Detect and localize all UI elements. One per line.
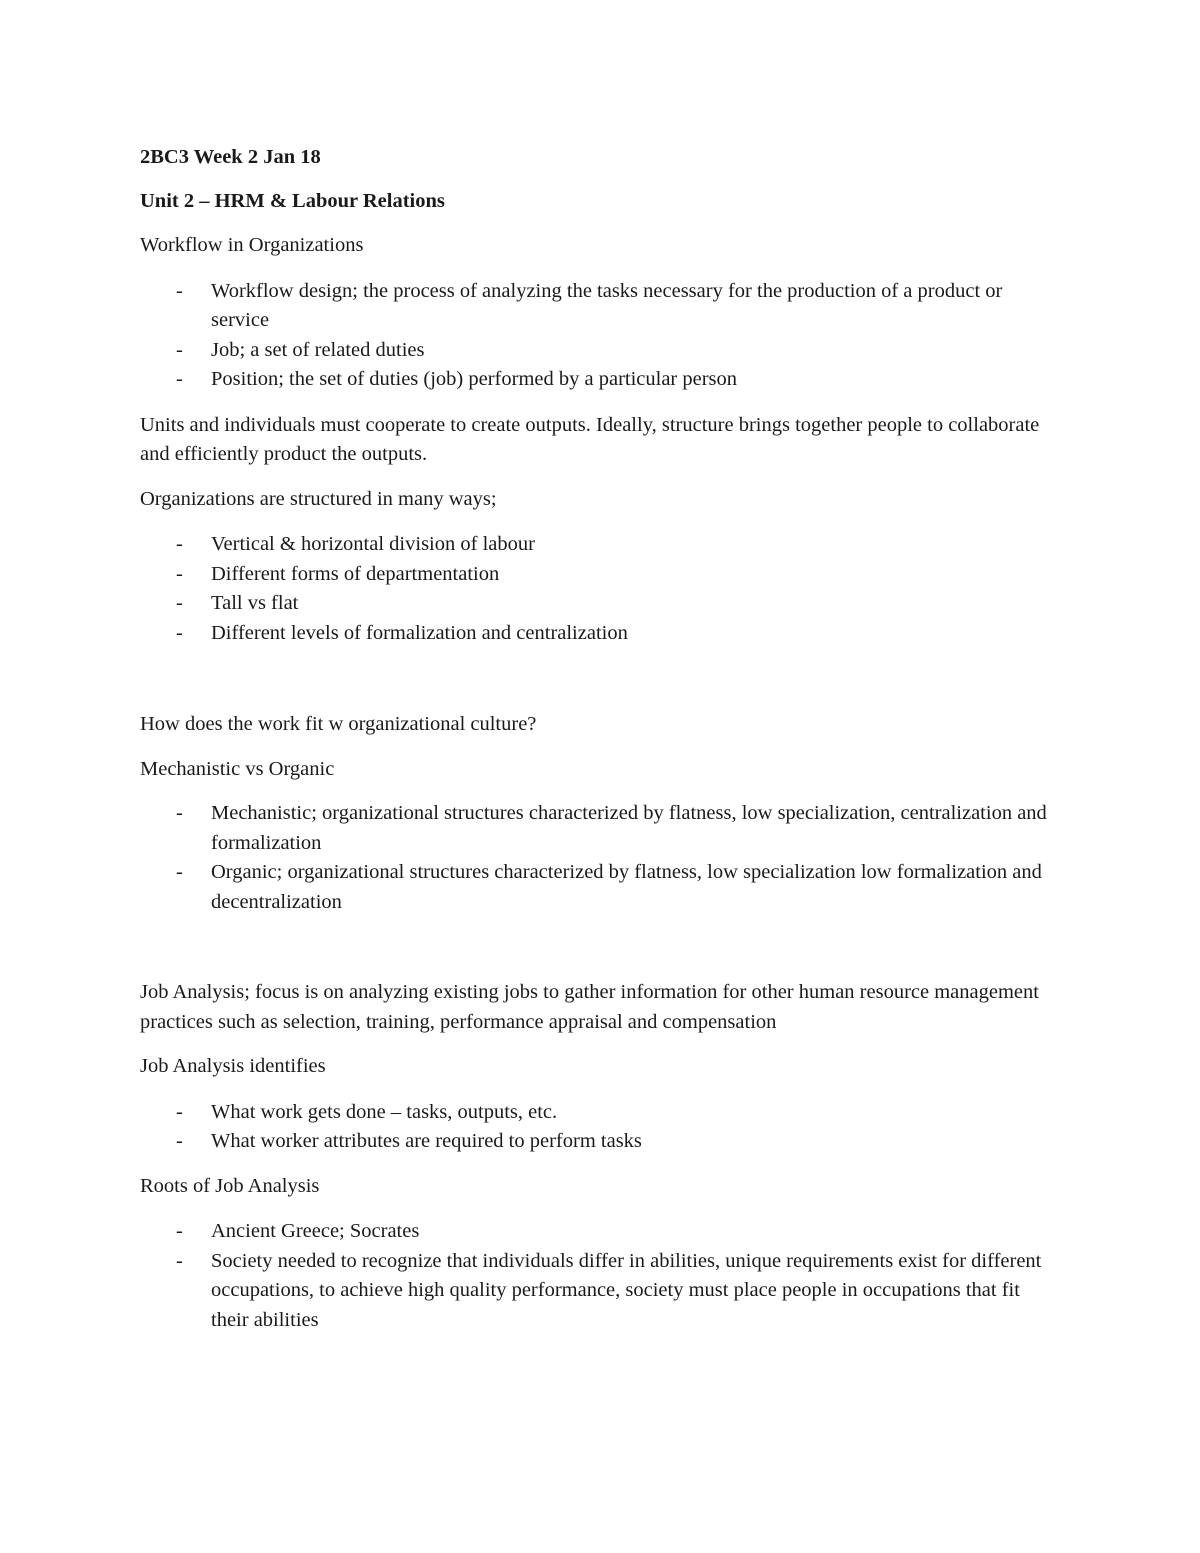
- dash-bullet: -: [176, 368, 183, 390]
- workflow-list: [140, 277, 1060, 395]
- dash-bullet: -: [176, 562, 183, 585]
- structured-heading: Organizations are structured in many ways;: [140, 487, 497, 510]
- list-item: [140, 589, 1060, 619]
- dash-bullet: -: [176, 279, 183, 302]
- roots-heading: Roots of Job Analysis: [140, 1174, 320, 1197]
- dash-bullet: -: [176, 1220, 183, 1242]
- structured-list: [140, 530, 1060, 648]
- identifies-heading: Job Analysis identifies: [140, 1055, 326, 1077]
- list-item: [140, 1098, 1060, 1128]
- job-analysis-paragraph: Job Analysis; focus is on analyzing existing jobs to gather information for other human resource management practices such as selection, training, performance appraisal and compensation: [140, 981, 1039, 1033]
- list-item-text: Workflow design; the process of analyzing the tasks necessary for the production of a product or service: [211, 279, 1003, 331]
- list-item: [140, 619, 1060, 649]
- list-item-text: Society needed to recognize that individuals differ in abilities, unique requirements exist for different occupations, to achieve high quality performance, society must place people in occupations that fit their abilities: [211, 1249, 1042, 1331]
- dash-bullet: -: [176, 1100, 183, 1123]
- list-item-text: Organic; organizational structures characterized by flatness, low specialization low formalization and decentralization: [211, 861, 1042, 913]
- list-item-text: Different forms of departmentation: [211, 562, 500, 585]
- list-item: [140, 858, 1060, 917]
- dash-bullet: -: [176, 861, 183, 883]
- list-item-text: Mechanistic; organizational structures characterized by flatness, low specialization, centralization and formalization: [211, 802, 1047, 854]
- roots-list: [140, 1217, 1060, 1335]
- workflow-heading: Workflow in Organizations: [140, 234, 364, 256]
- dash-bullet: -: [176, 592, 183, 614]
- list-item-text: What work gets done – tasks, outputs, etc.: [211, 1100, 558, 1123]
- dash-bullet: -: [176, 621, 183, 644]
- units-paragraph: Units and individuals must cooperate to create outputs. Ideally, structure brings together people to collaborate and efficiently product the outputs.: [140, 413, 1040, 465]
- document-title: 2BC3 Week 2 Jan 18: [140, 146, 321, 168]
- list-item-text: What worker attributes are required to perform tasks: [211, 1130, 642, 1152]
- mechanistic-heading: Mechanistic vs Organic: [140, 757, 335, 780]
- identifies-list: [140, 1098, 1060, 1157]
- list-item: [140, 336, 1060, 366]
- mechanistic-list: [140, 799, 1060, 917]
- list-item: [140, 365, 1060, 395]
- document-page: [140, 143, 1060, 1335]
- list-item-text: Tall vs flat: [211, 592, 299, 614]
- list-item: [140, 530, 1060, 560]
- list-item: [140, 1217, 1060, 1247]
- list-item: [140, 277, 1060, 336]
- list-item: [140, 1127, 1060, 1157]
- list-item: [140, 1247, 1060, 1336]
- dash-bullet: -: [176, 1249, 183, 1272]
- dash-bullet: -: [176, 533, 183, 555]
- culture-question: How does the work fit w organizational culture?: [140, 713, 537, 735]
- list-item-text: Ancient Greece; Socrates: [211, 1220, 420, 1242]
- dash-bullet: -: [176, 802, 183, 824]
- dash-bullet: -: [176, 1130, 183, 1152]
- list-item-text: Job; a set of related duties: [211, 338, 425, 361]
- unit-heading: Unit 2 – HRM & Labour Relations: [140, 189, 445, 212]
- list-item: [140, 560, 1060, 590]
- list-item-text: Different levels of formalization and centralization: [211, 621, 628, 644]
- dash-bullet: -: [176, 338, 183, 361]
- list-item: [140, 799, 1060, 858]
- list-item-text: Vertical & horizontal division of labour: [211, 533, 535, 555]
- list-item-text: Position; the set of duties (job) performed by a particular person: [211, 368, 738, 390]
